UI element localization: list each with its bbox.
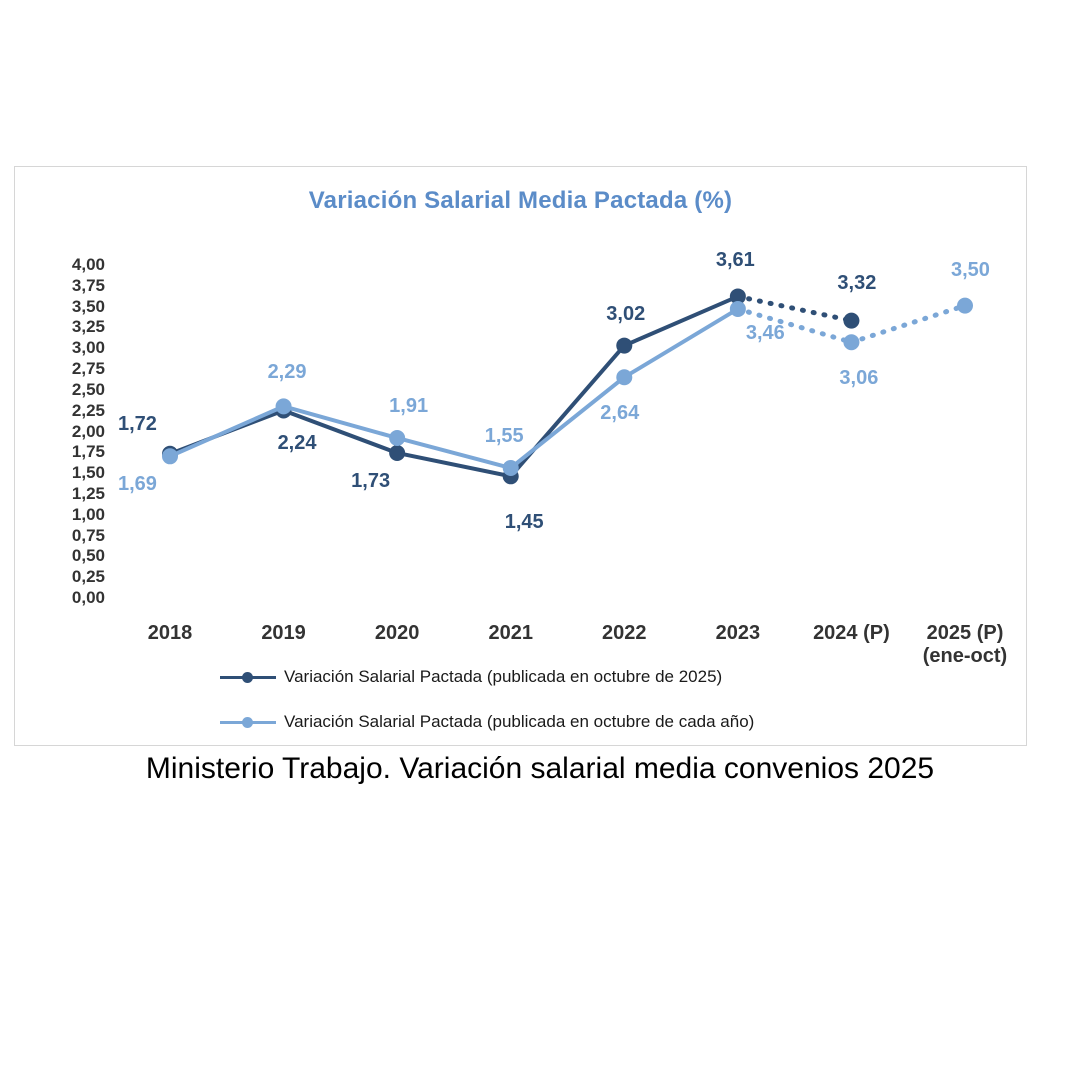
series-1-point bbox=[162, 448, 178, 464]
series-0-point bbox=[616, 338, 632, 354]
legend-item-1[interactable] bbox=[220, 712, 754, 732]
series-0-segment bbox=[738, 296, 852, 320]
y-axis-tick: 2,50 bbox=[71, 379, 105, 399]
data-label: 3,46 bbox=[745, 321, 785, 344]
data-label: 2,64 bbox=[600, 402, 640, 425]
legend-marker-dark bbox=[220, 670, 276, 684]
series-1-point bbox=[843, 334, 859, 350]
series-1-point bbox=[276, 398, 292, 414]
y-axis-tick: 2,00 bbox=[71, 421, 105, 441]
chart-svg bbox=[15, 167, 1028, 747]
caption-text: Ministerio Trabajo. Variación salarial media convenios 2025 bbox=[145, 752, 935, 785]
data-label: 1,72 bbox=[118, 412, 157, 435]
data-label: 1,45 bbox=[504, 511, 544, 534]
legend-item-0[interactable] bbox=[220, 667, 722, 687]
data-label: 3,06 bbox=[839, 367, 879, 390]
data-label: 1,73 bbox=[351, 469, 391, 492]
data-label: 1,55 bbox=[484, 424, 524, 447]
data-label: 2,24 bbox=[277, 431, 317, 454]
y-axis-tick: 0,75 bbox=[71, 525, 105, 545]
legend-marker-light bbox=[220, 715, 276, 729]
y-axis-tick: 3,50 bbox=[71, 296, 105, 316]
x-axis-tick: 2021 bbox=[488, 622, 533, 644]
y-axis-tick: 1,00 bbox=[71, 504, 105, 524]
y-axis-tick: 3,75 bbox=[71, 275, 105, 295]
y-axis-tick: 2,75 bbox=[71, 359, 105, 379]
y-axis-tick: 0,50 bbox=[71, 546, 105, 566]
series-0-point bbox=[843, 313, 859, 329]
y-axis-tick: 0,25 bbox=[71, 567, 105, 587]
y-axis-tick: 3,00 bbox=[71, 338, 105, 358]
series-0-point bbox=[389, 445, 405, 461]
data-label: 1,69 bbox=[118, 473, 157, 496]
x-axis-tick: 2025 (P) (ene-oct) bbox=[922, 622, 1008, 667]
legend-label-0: Variación Salarial Pactada (publicada en octubre de 2025) bbox=[284, 667, 723, 686]
data-label: 3,32 bbox=[837, 271, 877, 294]
y-axis-tick: 2,25 bbox=[71, 400, 105, 420]
data-label: 3,50 bbox=[951, 258, 990, 281]
y-axis-tick: 0,00 bbox=[71, 588, 105, 607]
plot-area bbox=[15, 167, 1028, 747]
series-1-segment bbox=[851, 306, 965, 343]
legend-label-1: Variación Salarial Pactada (publicada en octubre de cada año) bbox=[284, 712, 755, 731]
series-1-point bbox=[957, 298, 973, 314]
series-1-point bbox=[730, 301, 746, 317]
data-label: 3,02 bbox=[606, 302, 646, 325]
y-axis-tick: 1,50 bbox=[71, 463, 105, 483]
chart-card bbox=[14, 166, 1027, 746]
y-axis-tick: 3,25 bbox=[71, 317, 105, 337]
data-label: 3,61 bbox=[715, 249, 755, 272]
chart-title: Variación Salarial Media Pactada (%) bbox=[308, 187, 733, 214]
x-axis-tick: 2023 bbox=[715, 622, 761, 644]
series-1-point bbox=[616, 369, 632, 385]
data-label: 1,91 bbox=[389, 394, 429, 417]
x-axis-tick: 2018 bbox=[147, 622, 193, 644]
series-1-segment bbox=[170, 406, 284, 456]
data-label: 2,29 bbox=[267, 361, 307, 384]
series-1-point bbox=[503, 460, 519, 476]
x-axis-tick: 2024 (P) bbox=[813, 622, 890, 644]
y-axis-tick: 1,75 bbox=[71, 442, 105, 462]
series-1-point bbox=[389, 430, 405, 446]
x-axis-tick: 2020 bbox=[374, 622, 420, 644]
x-axis-tick: 2022 bbox=[602, 622, 647, 644]
x-axis-tick: 2019 bbox=[261, 622, 306, 644]
y-axis-tick: 1,25 bbox=[71, 483, 105, 503]
y-axis-tick: 4,00 bbox=[71, 255, 105, 274]
